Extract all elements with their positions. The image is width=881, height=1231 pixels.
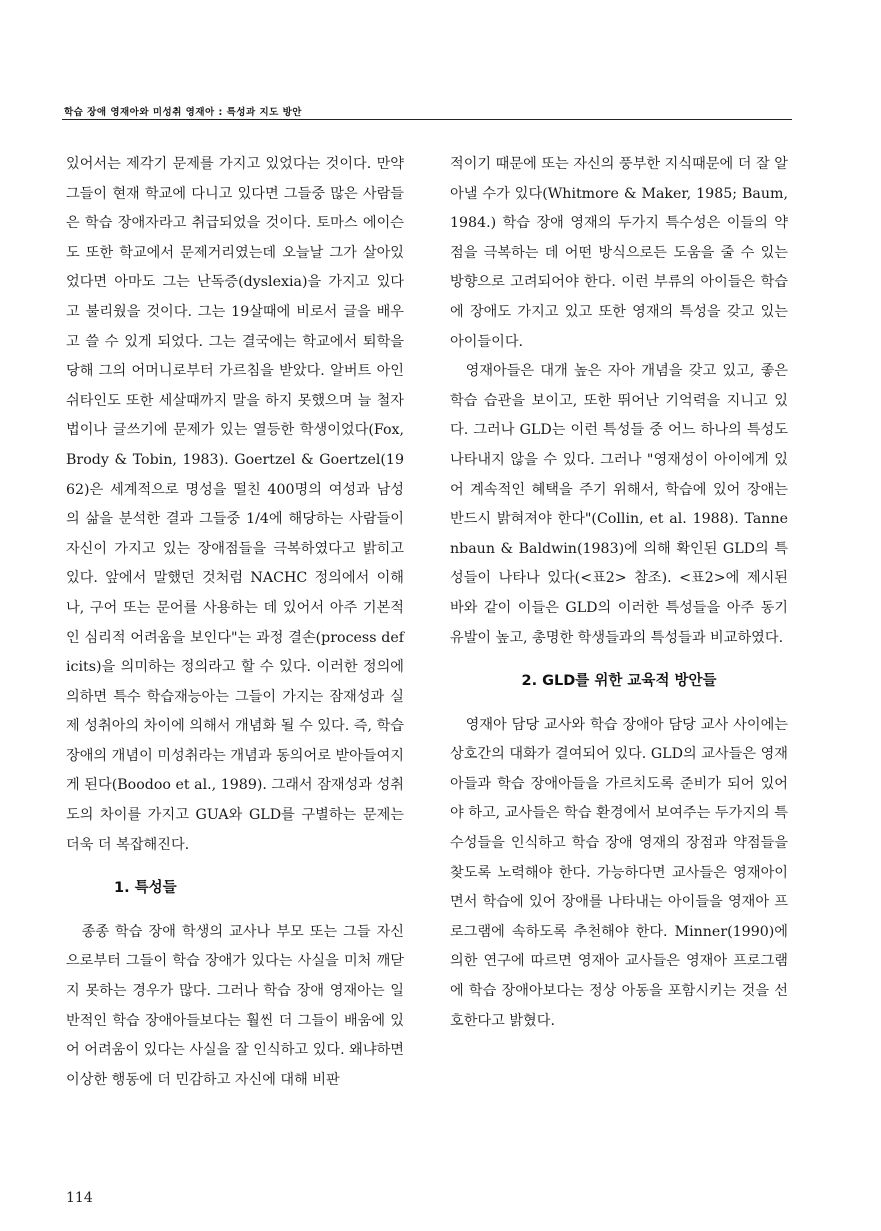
section-heading-gld-education: 2. GLD를 위한 교육적 방안들 (521, 673, 717, 690)
spacer (450, 653, 788, 667)
spacer (66, 904, 404, 918)
right-paragraph-1: 적이기 때문에 또는 자신의 풍부한 지식때문에 더 잘 알아낼 수가 있다(Whitmore & Maker, 1985; Baum, 1984.) 학습 장애 영재의 두가지 특수성은 이들의 약점을 극복하는 데 어떤 방식으로든 도움을 줄 수 있는 방향으로 고려되어야 한다. 이런 부류의 아이들은 학습에 장애도 가지고 있고 또한 영재의 특성을 갖고 있는 아이들이다. (450, 156, 788, 350)
right-column (450, 150, 788, 1036)
left-paragraph-2: 종종 학습 장애 학생의 교사나 부모 또는 그들 자신으로부터 그들이 학습 장애가 있다는 사실을 미처 깨닫지 못하는 경우가 많다. 그러나 학습 장애 영재아는 일반적인 학습 장애아들보다는 훨씬 더 그들이 배움에 있어 어려움이 있다는 사실을 잘 인식하고 있다. 왜냐하면 이상한 행동에 더 민감하고 자신에 대해 비판 (66, 923, 404, 1088)
header-rule (62, 119, 792, 120)
spacer (450, 697, 788, 711)
right-paragraph-3: 영재아 담당 교사와 학습 장애아 담당 교사 사이에는 상호간의 대화가 결여되어 있다. GLD의 교사들은 영재아들과 학습 장애아들을 가르치도록 준비가 되어 있어야 하고, 교사들은 학습 환경에서 보여주는 두가지의 특수성들을 인식하고 학습 장애 영재의 장점과 약점들을 찾도록 노력해야 한다. 가능하다면 교사들은 영재아이면서 학습에 있어 장애를 나타내는 아이들을 영재아 프로그램에 속하도록 추천해야 한다. Minner(1990)에 의한 연구에 따르면 영재아 교사들은 영재아 프로그램에 학습 장애아보다는 정상 아동을 포함시키는 것을 선호한다고 밝혔다. (450, 716, 788, 1029)
page-number: 114 (66, 1190, 93, 1206)
left-column (66, 150, 404, 1095)
right-paragraph-2: 영재아들은 대개 높은 자아 개념을 갖고 있고, 좋은 학습 습관을 보이고, 또한 뛰어난 기억력을 지니고 있다. 그러나 GLD는 이런 특성들 중 어느 하나의 특성도 나타내지 않을 수 있다. 그러나 "영재성이 아이에게 있어 계속적인 혜택을 주기 위해서, 학습에 있어 장애는 반드시 밝혀져야 한다"(Collin, et al. 1988). Tannenbaun & Baldwin(1983)에 의해 확인된 GLD의 특성들이 나타나 있다(<표2> 참조). <표2>에 제시된 바와 같이 이들은 GLD의 이러한 특성들을 아주 동기 유발이 높고, 총명한 학생들과의 특성들과 비교하였다. (450, 363, 788, 646)
left-paragraph-1: 있어서는 제각기 문제를 가지고 있었다는 것이다. 만약 그들이 현재 학교에 다니고 있다면 그들중 많은 사람들은 학습 장애자라고 취급되었을 것이다. 토마스 에이슨도 또한 학교에서 문제거리였는데 오늘날 그가 살아있었다면 아마도 그는 난독증(dyslexia)을 가지고 있다고 불리웠을 것이다. 그는 19살때에 비로서 글을 배우고 쓸 수 있게 되었다. 그는 결국에는 학교에서 퇴학을 당해 그의 어머니로부터 가르침을 받았다. 알버트 아인쉬타인도 또한 세살때까지 말을 하지 못했으며 늘 철자법이나 글쓰기에 문제가 있는 열등한 학생이었다(Fox, Brody & Tobin, 1983). Goertzel & Goertzel(1962)은 세계적으로 명성을 떨친 400명의 여성과 남성의 삶을 분석한 결과 그들중 1/4에 해당하는 사람들이 자신이 가지고 있는 장애점들을 극복하였다고 밝히고 있다. 앞에서 말했던 것처럼 NACHC 정의에서 이해나, 구어 또는 문어를 사용하는 데 있어서 아주 기본적인 심리적 어려움을 보인다"는 과정 결손(process deficits)을 의미하는 정의라고 할 수 있다. 이러한 정의에 의하면 특수 학습재능아는 그들이 가지는 잠재성과 실제 성취아의 차이에 의해서 개념화 될 수 있다. 즉, 학습장애의 개념이 미성취라는 개념과 동의어로 받아들여지게 된다(Boodoo et al., 1989). 그래서 잠재성과 성취도의 차이를 가지고 GUA와 GLD를 구별하는 문제는 더욱 더 복잡해진다. (66, 156, 404, 853)
spacer (66, 860, 404, 874)
section-heading-characteristics: 1. 특성들 (114, 880, 177, 897)
running-head: 학습 장애 영재아와 미성취 영재아 : 특성과 지도 방안 (64, 107, 302, 118)
